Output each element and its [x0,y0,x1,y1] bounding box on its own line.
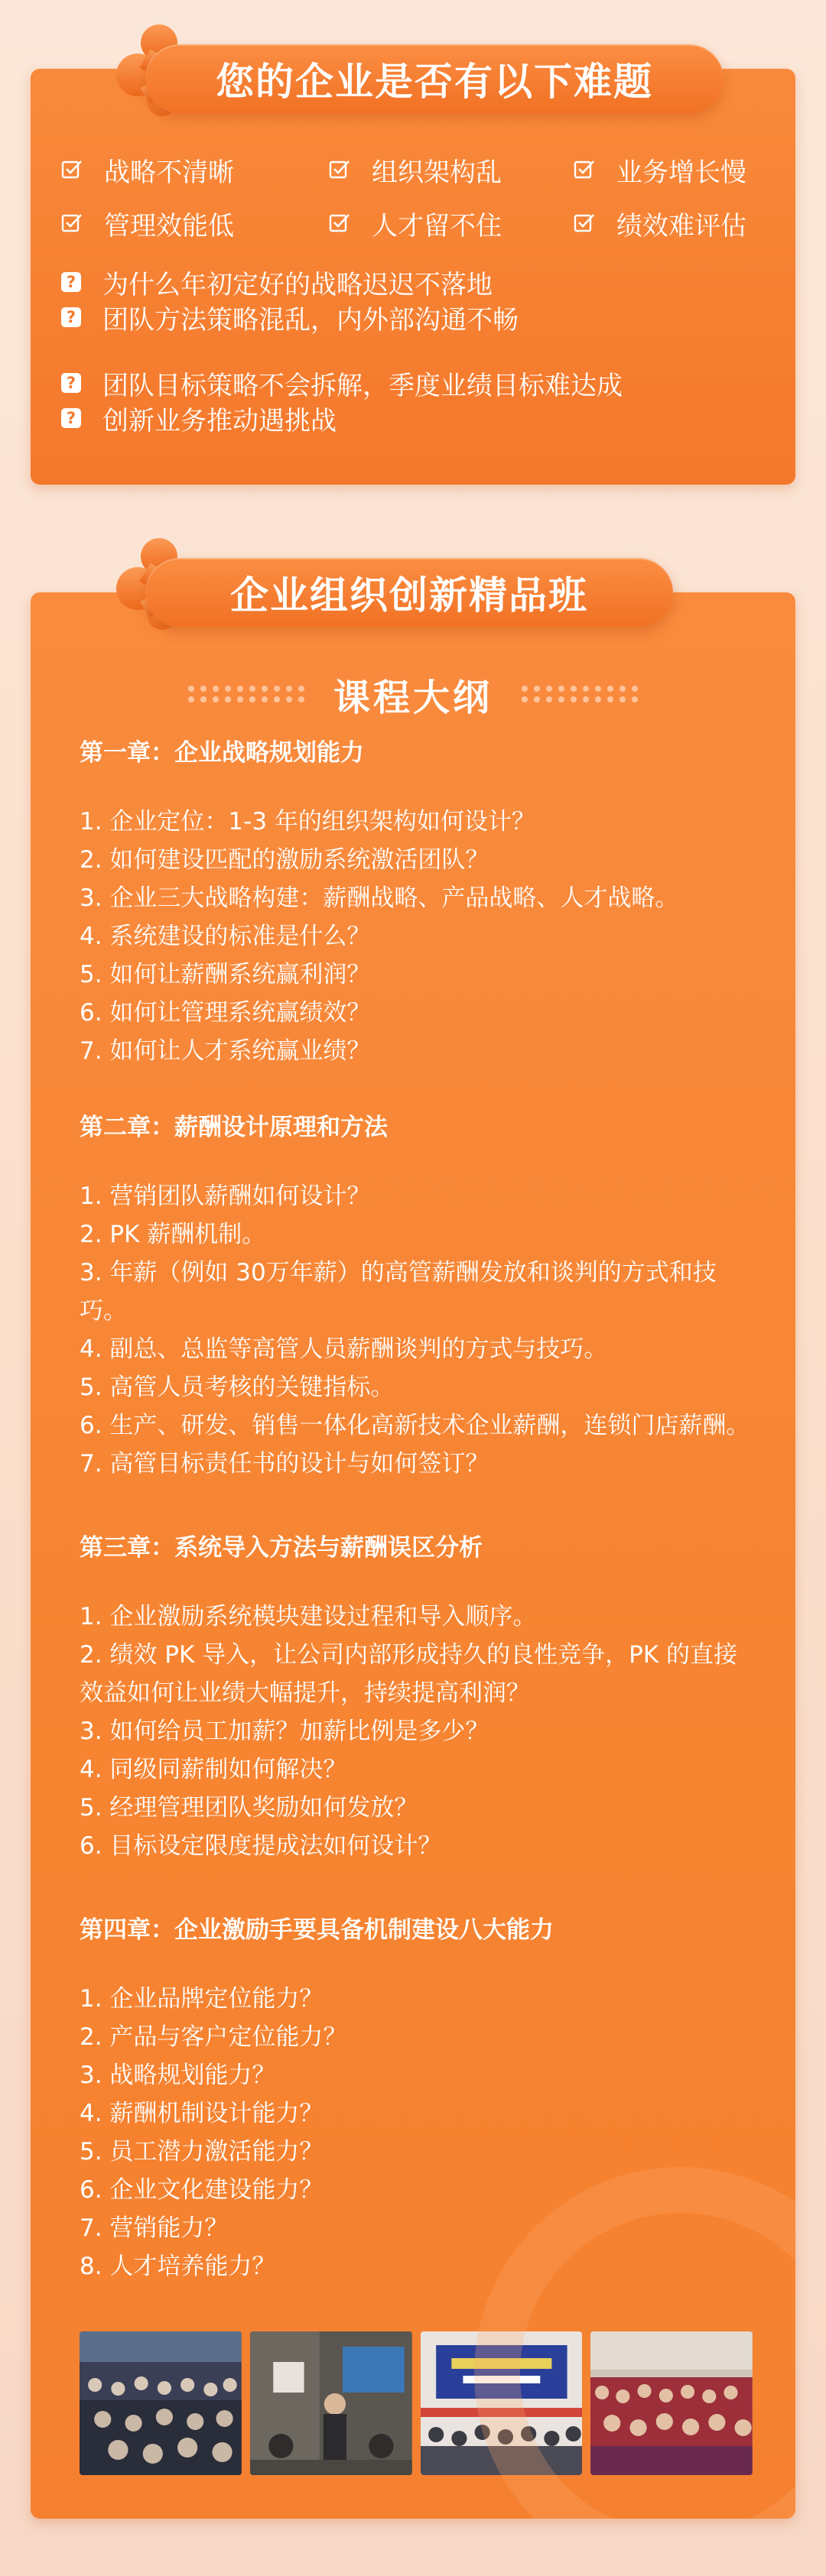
chapter-title: 第四章：企业激励手要具备机制建设八大能力 [80,1916,554,1944]
list-item: 5. 经理管理团队奖励如何发放？ [80,1794,418,1822]
check-label: 绩效难评估 [616,210,746,242]
list-item: 2. PK 薪酬机制。 [80,1221,266,1248]
list-item: 4. 同级同薪制如何解决？ [80,1756,347,1783]
chapter-title: 第二章：薪酬设计原理和方法 [80,1114,388,1141]
question-item [61,264,750,300]
list-item: 2. 产品与客户定位能力？ [80,2023,347,2051]
chapters [80,734,753,2286]
question-text: 为什么年初定好的战略迟迟不落地 [102,269,493,300]
list-item: 3. 战略规划能力？ [80,2062,276,2089]
question-text: 创新业务推动遇挑战 [102,405,337,436]
question-box-icon: ? [61,272,81,292]
question-box-icon: ? [61,408,81,428]
event-photo [80,2331,242,2475]
list-item: 7. 如何让人才系统赢业绩？ [80,1037,371,1065]
problems-title: 您的企业是否有以下难题 [145,44,724,113]
question-list [61,264,750,436]
question-text: 团队目标策略不会拆解，季度业绩目标难达成 [102,370,623,401]
list-item: 4. 副总、总监等高管人员薪酬谈判的方式与技巧。 [80,1335,608,1363]
check-item [329,153,574,187]
check-box-icon [574,213,595,234]
check-box-icon [329,159,350,180]
list-item: 3. 如何给员工加薪？加薪比例是多少？ [80,1718,489,1745]
check-item [61,206,329,240]
check-label: 组织架构乱 [372,157,502,188]
list-item: 3. 企业三大战略构建：薪酬战略、产品战略、人才战略。 [80,884,679,912]
list-item: 5. 高管人员考核的关键指标。 [80,1374,395,1401]
event-photo [250,2331,412,2475]
question-item [61,300,750,335]
event-photo [421,2331,583,2475]
check-label: 业务增长慢 [616,157,746,188]
check-item [329,206,574,240]
dots-decoration-icon [512,683,642,706]
list-item: 6. 企业文化建设能力？ [80,2176,324,2204]
list-item: 1. 企业定位：1-3 年的组织架构如何设计？ [80,808,535,835]
outline-title: 课程大纲 [333,676,493,719]
question-box-icon: ? [61,307,81,327]
question-item [61,401,750,436]
check-box-icon [61,213,83,234]
course-title: 企业组织创新精品班 [145,558,673,627]
list-item: 4. 系统建设的标准是什么？ [80,923,371,950]
check-box-icon [61,159,83,180]
list-item: 2. 如何建设匹配的激励系统激活团队？ [80,846,489,874]
list-item: 6. 如何让管理系统赢绩效？ [80,999,371,1027]
list-item: 5. 员工潜力激活能力？ [80,2138,324,2166]
outline-header [31,667,795,721]
question-box-icon: ? [61,373,81,393]
list-item: 6. 目标设定限度提成法如何设计？ [80,1832,442,1860]
check-grid [61,153,765,240]
question-item [61,365,750,401]
list-item: 7. 高管目标责任书的设计与如何签订？ [80,1450,489,1478]
list-item: 1. 营销团队薪酬如何设计？ [80,1183,371,1210]
event-photo [590,2331,753,2475]
check-box-icon [574,159,595,180]
photo-strip [80,2331,753,2475]
dots-decoration-icon [184,683,314,706]
list-item: 8. 人才培养能力？ [80,2253,276,2280]
list-item: 4. 薪酬机制设计能力？ [80,2100,324,2127]
chapter-title: 第三章：系统导入方法与薪酬误区分析 [80,1534,483,1562]
list-item: 5. 如何让薪酬系统赢利润？ [80,961,371,988]
chapter-title: 第一章：企业战略规划能力 [80,739,364,767]
check-box-icon [329,213,350,234]
check-label: 管理效能低 [104,210,234,242]
list-item: 2. 绩效 PK 导入，让公司内部形成持久的良性竞争，PK 的直接效益如何让业绩大幅提升，持续提高利润？ [80,1641,738,1707]
list-item: 7. 营销能力？ [80,2214,229,2242]
list-item: 3. 年薪（例如 30万年薪）的高管薪酬发放和谈判的方式和技巧。 [80,1259,717,1325]
list-item: 1. 企业品牌定位能力？ [80,1985,324,2013]
check-label: 战略不清晰 [104,157,234,188]
list-item: 6. 生产、研发、销售一体化高新技术企业薪酬，连锁门店薪酬。 [80,1412,750,1439]
check-item [61,153,329,187]
check-label: 人才留不住 [372,210,502,242]
list-item: 1. 企业激励系统模块建设过程和导入顺序。 [80,1603,537,1630]
check-item [574,206,765,240]
course-card [31,592,795,2519]
check-item [574,153,765,187]
question-text: 团队方法策略混乱，内外部沟通不畅 [102,304,519,336]
